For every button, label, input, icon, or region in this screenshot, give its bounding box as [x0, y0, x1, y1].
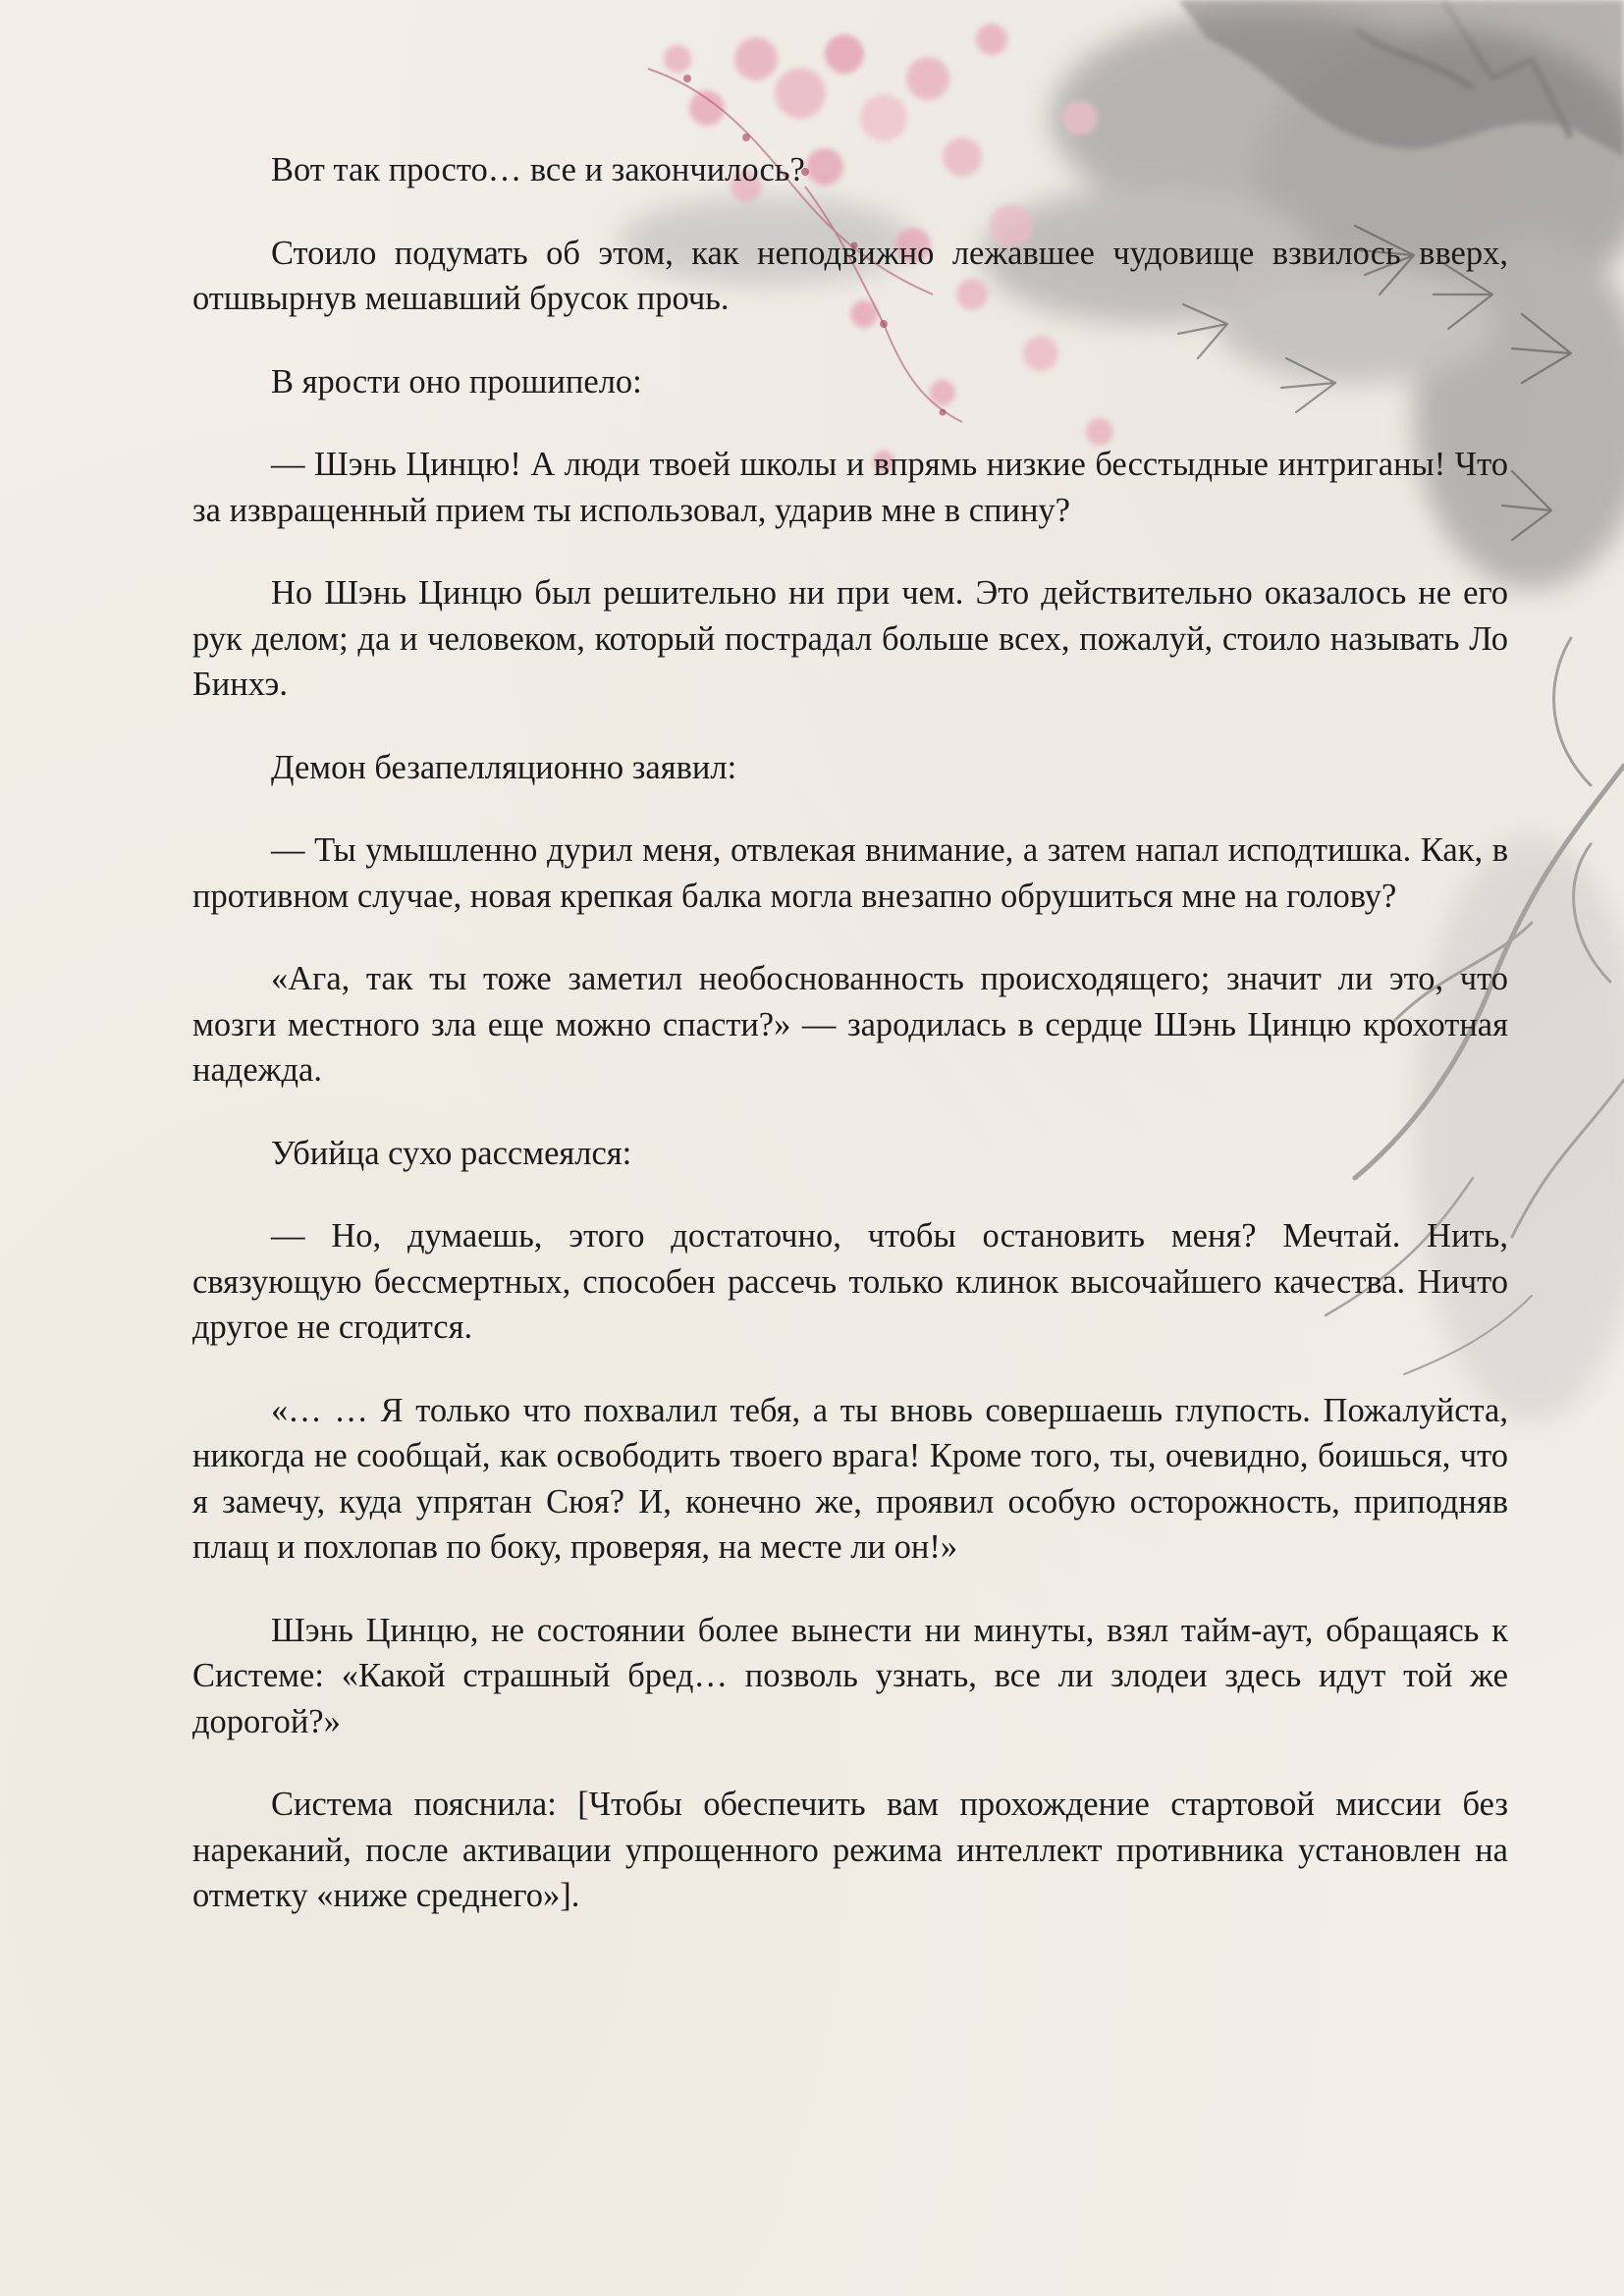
paragraph: — Шэнь Цинцю! А люди твоей школы и впрямь низкие бесстыдные интриганы! Что за извращенный прием ты использовал, ударив мне в спину? [192, 446, 1508, 529]
paragraph: — Ты умышленно дурил меня, отвлекая внимание, а затем напал исподтишка. Как, в противном случае, новая крепкая балка могла внезапно обрушиться мне на голову? [192, 831, 1508, 915]
paragraph: Демон безапелляционно заявил: [271, 748, 737, 786]
paragraph: «Ага, так ты тоже заметил необоснованность происходящего; значит ли это, что мозги местного зла еще можно спасти?» — зародилась в сердце Шэнь Цинцю крохотная надежда. [192, 960, 1508, 1089]
chapter-text [192, 147, 1508, 1956]
paragraph: Стоило подумать об этом, как неподвижно лежавшее чудовище взвилось вверх, отшвырнув мешавший брусок прочь. [192, 234, 1508, 317]
paragraph: Шэнь Цинцю, не состоянии более вынести ни минуты, взял тайм-аут, обращаясь к Системе: «Какой страшный бред… позволь узнать, все ли злодеи здесь идут той же дорогой?» [192, 1611, 1508, 1740]
paragraph: Вот так просто… все и закончилось? [271, 151, 805, 188]
paragraph: Но Шэнь Цинцю был решительно ни при чем. Это действительно оказалось не его рук делом; да и человеком, который пострадал больше всех, пожалуй, стоило называть Ло Бинхэ. [192, 574, 1508, 703]
paragraph: Система пояснила: [Чтобы обеспечить вам прохождение стартовой миссии без нареканий, после активации упрощенного режима интеллект противника установлен на отметку «ниже среднего»]. [192, 1786, 1508, 1914]
paragraph: «… … Я только что похвалил тебя, а ты вновь совершаешь глупость. Пожалуйста, никогда не сообщай, как освободить твоего врага! Кроме того, ты, очевидно, боишься, что я замечу, куда упрятан Сюя? И, конечно же, проявил особую осторожность, приподняв плащ и похлопав по боку, проверяя, на месте ли он!» [192, 1391, 1508, 1566]
paragraph: Убийца сухо рассмеялся: [271, 1134, 632, 1172]
paragraph: В ярости оно прошипело: [271, 362, 642, 400]
paragraph: — Но, думаешь, этого достаточно, чтобы остановить меня? Мечтай. Нить, связующую бессмертных, способен рассечь только клинок высочайшего качества. Ничто другое не сгодится. [192, 1217, 1508, 1346]
